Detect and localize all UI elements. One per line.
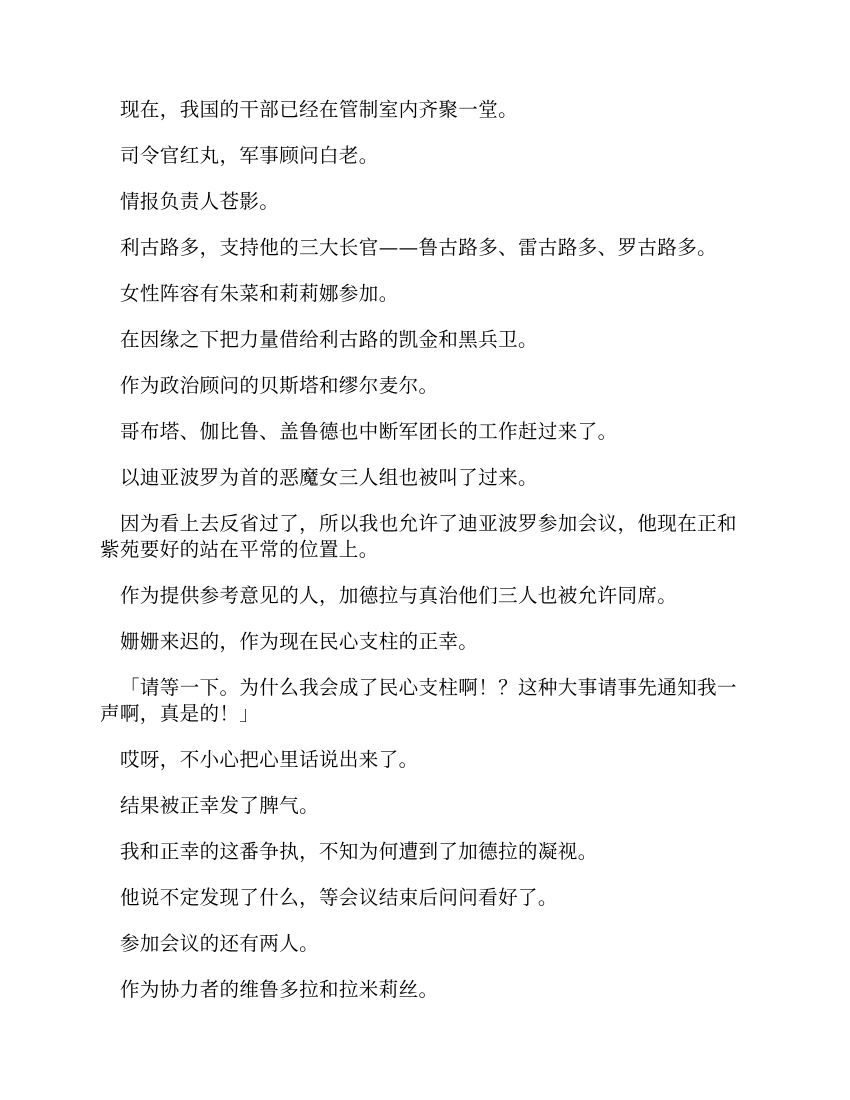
paragraph-17: 他说不定发现了什么，等会议结束后问问看好了。 bbox=[120, 886, 558, 909]
paragraph-1: 现在，我国的干部已经在管制室内齐聚一堂。 bbox=[120, 98, 519, 121]
paragraph-5: 女性阵容有朱菜和莉莉娜参加。 bbox=[120, 282, 399, 305]
paragraph-4: 利古路多，支持他的三大长官——鲁古路多、雷古路多、罗古路多。 bbox=[120, 236, 718, 259]
paragraph-16: 我和正幸的这番争执，不知为何遭到了加德拉的凝视。 bbox=[120, 840, 598, 863]
paragraph-6: 在因缘之下把力量借给利古路的凯金和黑兵卫。 bbox=[120, 328, 538, 351]
paragraph-13: 「请等一下。为什么我会成了民心支柱啊！？这种大事请事先通知我一声啊，真是的！」 bbox=[100, 676, 737, 725]
paragraph-8: 哥布塔、伽比鲁、盖鲁德也中断军团长的工作赶过来了。 bbox=[120, 420, 618, 443]
paragraph-10: 因为看上去反省过了，所以我也允许了迪亚波罗参加会议，他现在正和紫苑要好的站在平常的位置上。 bbox=[100, 512, 737, 561]
paragraph-15: 结果被正幸发了脾气。 bbox=[120, 794, 320, 817]
paragraph-7: 作为政治顾问的贝斯塔和缪尔麦尔。 bbox=[120, 374, 439, 397]
paragraph-11: 作为提供参考意见的人，加德拉与真治他们三人也被允许同席。 bbox=[120, 584, 678, 607]
paragraph-12: 姗姗来迟的，作为现在民心支柱的正幸。 bbox=[120, 630, 479, 653]
paragraph-19: 作为协力者的维鲁多拉和拉米莉丝。 bbox=[120, 978, 439, 1001]
paragraph-18: 参加会议的还有两人。 bbox=[120, 932, 320, 955]
paragraph-14: 哎呀，不小心把心里话说出来了。 bbox=[120, 748, 419, 771]
paragraph-9: 以迪亚波罗为首的恶魔女三人组也被叫了过来。 bbox=[120, 466, 538, 489]
paragraph-3: 情报负责人苍影。 bbox=[120, 190, 280, 213]
paragraph-2: 司令官红丸，军事顾问白老。 bbox=[120, 144, 379, 167]
